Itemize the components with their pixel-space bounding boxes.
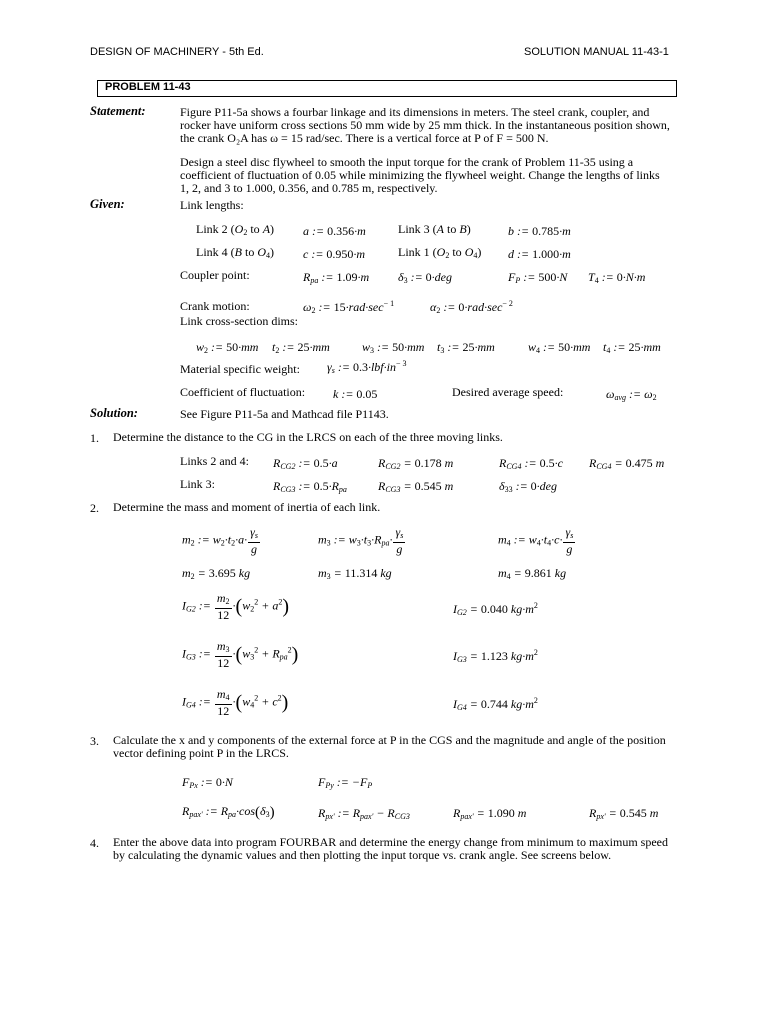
- statement-paragraph-1: Figure P11-5a shows a fourbar linkage and its dimensions in meters. The steel crank, coupler, and rocker have uniform cross sections 50 mm wide by 25 mm thick. In the instantaneous position shown, the crank O₂A has ω = 15 rad/sec. There is a vertical force at P of F = 500 N.: [180, 105, 670, 145]
- solution-label: Solution:: [90, 406, 138, 420]
- eq-w3: $w_3$ := 50·mm: [362, 340, 425, 355]
- eq-omega-avg: $\omega_{avg}$ := $\omega_2$: [606, 387, 657, 402]
- eq-ig3-def: $I_{G3}$ := $\frac{m_3}{12}$ $\cdot(w_3^2 + R_{pa}^2)$: [182, 639, 299, 670]
- eq-m2-def: $m_2$ := $w_2\cdot t_2\cdot a\cdot$ $\frac{\gamma_s}{g}$: [182, 525, 258, 556]
- step-number-2: 2.: [90, 501, 99, 515]
- eq-delta3: $\delta_3$ := 0·deg: [398, 270, 452, 285]
- eq-rcg2-val: $R_{CG2} = 0.178$ m: [378, 456, 454, 471]
- eq-rcg3-def: $R_{CG3}$ := $0.5\cdot R_{pa}$: [273, 479, 347, 494]
- eq-ig2-def: $I_{G2}$ := $\frac{m_2}{12}$ $\cdot(w_2^2 + a^2)$: [182, 591, 290, 622]
- header-page-ref: SOLUTION MANUAL 11-43-1: [524, 46, 669, 58]
- eq-t2: $t_2$ := 25·mm: [272, 340, 330, 355]
- step-3-text: Calculate the x and y components of the external force at P in the CGS and the magnitude and angle of the position vector defining point P in the LRCS.: [113, 733, 666, 760]
- eq-rcg2-def: $R_{CG2}$ := 0.5·a: [273, 456, 338, 471]
- link2-label: Link 2 ($O_2$ to A): [196, 222, 275, 237]
- eq-delta33: $\delta_{33}$ := 0·deg: [499, 479, 557, 494]
- link-lengths-label: Link lengths:: [180, 198, 244, 212]
- step-4-text: Enter the above data into program FOURBAR and determine the energy change from minimum to maximum speed by calculating the dynamic values and then plotting the input torque vs. crank angle. See screens below.: [113, 835, 668, 862]
- eq-rcg4-def: $R_{CG4}$ := 0.5·c: [499, 456, 563, 471]
- eq-fpy: $F_{Py}$ := $-F_P$: [318, 775, 373, 790]
- material-weight-label: Material specific weight:: [180, 362, 300, 376]
- eq-b: b := 0.785·m: [508, 224, 571, 238]
- step-2-text: Determine the mass and moment of inertia of each link.: [113, 500, 381, 514]
- eq-t4-thick: $t_4$ := 25·mm: [603, 340, 661, 355]
- eq-ig4-def: $I_{G4}$ := $\frac{m_4}{12}$ $\cdot(w_4^2 + c^2)$: [182, 687, 289, 718]
- eq-m4-val: $m_4 = 9.861$ kg: [498, 566, 567, 581]
- eq-rcg4-val: $R_{CG4} = 0.475$ m: [589, 456, 665, 471]
- desired-speed-label: Desired average speed:: [452, 385, 564, 399]
- step-number-1: 1.: [90, 431, 99, 445]
- eq-rpax-val: $R_{pax'} = 1.090$ m: [453, 806, 527, 821]
- cross-section-label: Link cross-section dims:: [180, 314, 298, 328]
- statement-label: Statement:: [90, 104, 146, 118]
- eq-fpx: $F_{Px}$ := 0·N: [182, 775, 233, 790]
- problem-title: PROBLEM 11-43: [105, 81, 191, 93]
- eq-k: k := 0.05: [333, 387, 378, 401]
- eq-w2: $w_2$ := 50·mm: [196, 340, 259, 355]
- eq-ig2-val: $I_{G2} = 0.040$ $kg\cdot m^2$: [453, 601, 538, 617]
- solution-text: See Figure P11-5a and Mathcad file P1143.: [180, 407, 389, 421]
- links24-label: Links 2 and 4:: [180, 454, 249, 468]
- eq-t4: $T_4$ := 0·N·m: [588, 270, 646, 285]
- eq-ig4-val: $I_{G4} = 0.744$ $kg\cdot m^2$: [453, 696, 538, 712]
- link3-cg-label: Link 3:: [180, 477, 215, 491]
- fluctuation-label: Coefficient of fluctuation:: [180, 385, 306, 399]
- link1-label: Link 1 ($O_2$ to $O_4$): [398, 245, 482, 260]
- problem-box: [97, 80, 677, 97]
- step-number-4: 4.: [90, 836, 99, 850]
- eq-rcg3-val: $R_{CG3} = 0.545$ m: [378, 479, 454, 494]
- eq-m3-val: $m_3 = 11.314$ kg: [318, 566, 392, 581]
- eq-m4-def: $m_4$ := $w_4\cdot t_4\cdot c\cdot$ $\frac{\gamma_s}{g}$: [498, 525, 574, 556]
- eq-rpa: $R_{pa}$ := 1.09·m: [303, 270, 370, 285]
- eq-c: c := 0.950·m: [303, 247, 366, 261]
- eq-ig3-val: $I_{G3} = 1.123$ $kg\cdot m^2$: [453, 648, 538, 664]
- eq-a: a := 0.356·m: [303, 224, 366, 238]
- eq-rpx-val: $R_{px'} = 0.545$ m: [589, 806, 659, 821]
- link4-label: Link 4 (B to $O_4$): [196, 245, 275, 260]
- step-1-text: Determine the distance to the CG in the LRCS on each of the three moving links.: [113, 430, 503, 444]
- eq-d: d := 1.000·m: [508, 247, 571, 261]
- crank-motion-label: Crank motion:: [180, 299, 250, 313]
- eq-omega2: $\omega_2$ := $15\cdot rad\cdot\sec^{- 1}$: [303, 299, 395, 315]
- step-number-3: 3.: [90, 734, 99, 748]
- eq-m3-def: $m_3$ := $w_3\cdot t_3\cdot R_{pa}\cdot$ $\frac{\gamma_s}{g}$: [318, 525, 404, 556]
- eq-gamma: $\gamma_s$ := $0.3\cdot lbf\cdot in^{- 3}$: [327, 359, 407, 375]
- given-label: Given:: [90, 197, 125, 211]
- eq-w4: $w_4$ := 50·mm: [528, 340, 591, 355]
- statement-paragraph-2: Design a steel disc flywheel to smooth the input torque for the crank of Problem 11-35 using a coefficient of fluctuation of 0.05 while minimizing the flywheel weight. Change the lengths of links 1, 2, and 3 to 1.000, 0.356, and 0.785 m, respectively.: [180, 155, 660, 195]
- eq-rpx-def: $R_{px'}$ := $R_{pax'} - R_{CG3}$: [318, 806, 410, 821]
- eq-rpax-def: $R_{pax'}$ := $R_{pa}\cdot\cos(\delta_3)$: [182, 804, 275, 821]
- eq-fp: $F_P$ := 500·N: [508, 270, 568, 285]
- coupler-point-label: Coupler point:: [180, 268, 250, 282]
- link3-label: Link 3 (A to B): [398, 222, 471, 236]
- header-title: DESIGN OF MACHINERY - 5th Ed.: [90, 46, 264, 58]
- eq-m2-val: $m_2 = 3.695$ kg: [182, 566, 251, 581]
- eq-alpha2: $\alpha_2$ := $0\cdot rad\cdot\sec^{- 2}$: [430, 299, 513, 315]
- eq-t3: $t_3$ := 25·mm: [437, 340, 495, 355]
